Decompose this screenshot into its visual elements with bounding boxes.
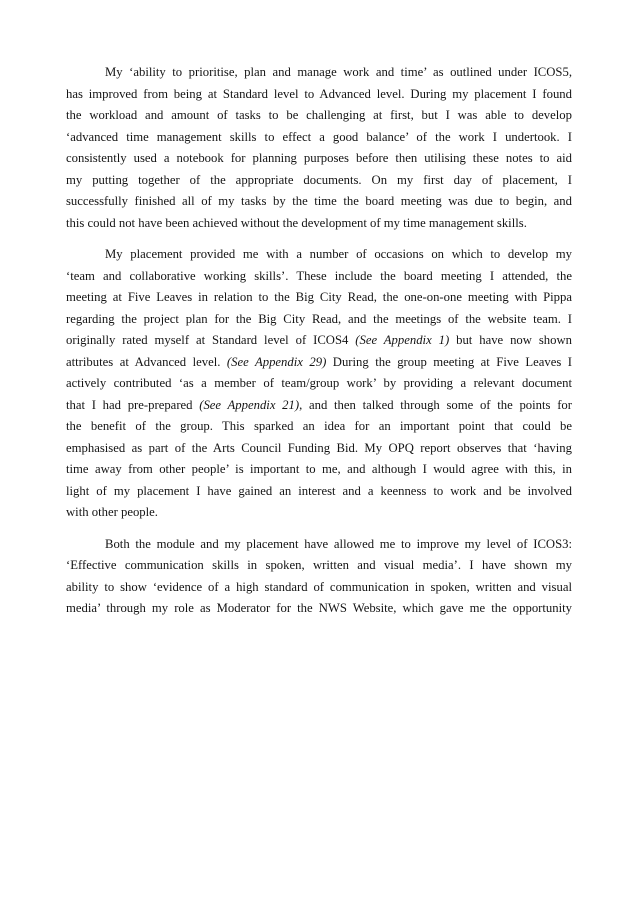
appendix-citation: (See Appendix 29) bbox=[226, 354, 327, 369]
text-line: media’ through my role as Moderator for the NWS Website, which gave me the opportunity bbox=[66, 601, 572, 615]
paragraph-spacer bbox=[66, 234, 572, 244]
text-line: ability to show ‘evidence of a high standard of communication in spoken, written and visual bbox=[66, 579, 572, 594]
text-line: My placement provided me with a number of occasions on which to develop my bbox=[105, 247, 572, 261]
text-run: originally rated myself at Standard level of ICOS4 bbox=[66, 333, 356, 347]
text-run: that I had pre-prepared bbox=[66, 397, 200, 412]
paragraph-time-management bbox=[66, 62, 572, 234]
text-line: emphasised as part of the Arts Council Funding Bid. My OPQ report observes that ‘having bbox=[66, 440, 572, 455]
text-line-with-citation bbox=[66, 330, 572, 352]
paragraph-teamwork bbox=[66, 244, 572, 524]
text-run: , and then talked through some of the points for bbox=[299, 397, 572, 412]
text-line: meeting at Five Leaves in relation to the Big City Read, the one-on-one meeting with Pippa bbox=[66, 290, 572, 304]
appendix-citation: (See Appendix 21) bbox=[199, 397, 300, 412]
text-line: ‘advanced time management skills to effect a good balance’ of the work I undertook. I bbox=[66, 129, 572, 144]
text-line: the benefit of the group. This sparked an idea for an important point that could be bbox=[66, 419, 572, 433]
text-line: successfully finished all of my tasks by the time the board meeting was due to begin, and bbox=[66, 194, 572, 208]
text-line: My ‘ability to prioritise, plan and manage work and time’ as outlined under ICOS5, bbox=[105, 65, 572, 79]
text-line: time away from other people’ is important to me, and although I would agree with this, in bbox=[66, 462, 572, 476]
text-run: During the group meeting at Five Leaves I bbox=[326, 354, 572, 369]
text-line: with other people. bbox=[66, 505, 158, 519]
text-line: consistently used a notebook for planning purposes before then utilising these notes to aid bbox=[66, 151, 572, 165]
text-line: regarding the project plan for the Big City Read, and the meetings of the website team. I bbox=[66, 311, 572, 326]
text-line-with-citation bbox=[66, 352, 572, 374]
text-line: this could not have been achieved without the development of my time management skills. bbox=[66, 215, 527, 230]
text-line: actively contributed ‘as a member of team/group work’ by providing a relevant document bbox=[66, 376, 572, 390]
text-line: ‘team and collaborative working skills’. These include the board meeting I attended, the bbox=[66, 268, 572, 283]
text-line: has improved from being at Standard level to Advanced level. During my placement I found bbox=[66, 86, 572, 101]
text-line: Both the module and my placement have allowed me to improve my level of ICOS3: bbox=[105, 536, 572, 551]
text-line: light of my placement I have gained an interest and a keenness to work and be involved bbox=[66, 483, 572, 498]
paragraph-spacer bbox=[66, 524, 572, 534]
text-run: attributes at Advanced level. bbox=[66, 354, 227, 369]
text-line: the workload and amount of tasks to be challenging at first, but I was able to develop bbox=[66, 108, 572, 122]
text-line-with-citation bbox=[66, 395, 572, 417]
text-run: but have now shown bbox=[449, 333, 572, 347]
text-line: my putting together of the appropriate documents. On my first day of placement, I bbox=[66, 172, 572, 187]
document-page bbox=[66, 62, 572, 620]
text-line: ‘Effective communication skills in spoken, written and visual media’. I have shown my bbox=[66, 558, 572, 572]
paragraph-communication bbox=[66, 534, 572, 620]
appendix-citation: (See Appendix 1) bbox=[355, 333, 450, 347]
